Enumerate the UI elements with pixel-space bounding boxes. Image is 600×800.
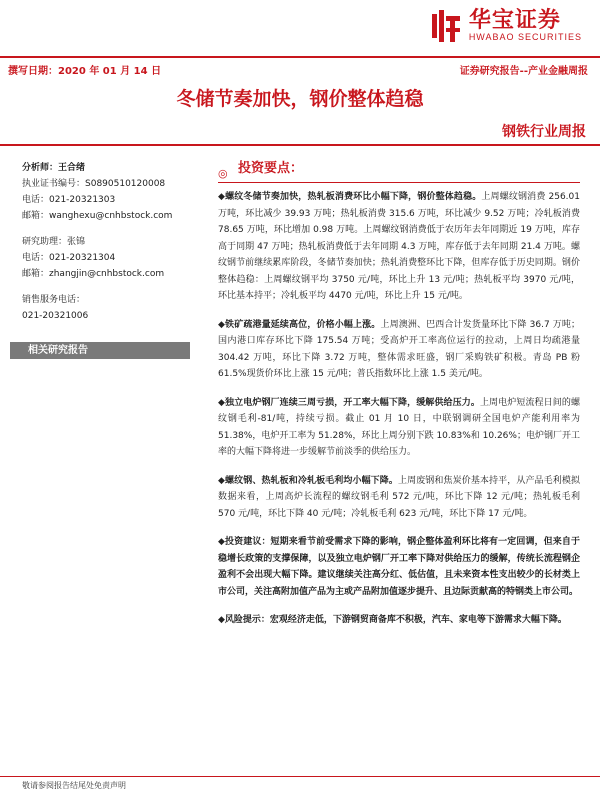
hwabao-logo-icon xyxy=(429,8,463,44)
investment-points-title: 投资要点： xyxy=(238,161,304,176)
footer-divider xyxy=(0,776,600,777)
paragraph-body: 上周螺纹钢消费 256.01 万吨，环比减少 39.93 万吨；热轧板消费 315.6 万吨，环比减少 9.52 万吨；冷轧板消费 78.65 万吨，环比增加 0.98 万吨。上周螺纹钢消费低于农历年去年同期近 19 万吨，库存高于同期 47 万吨；热轧板消费低于去年同期 4.3 万吨，库存低于去年同期 21.4 万吨。螺纹钢节前继续累库阶段，冬储节奏加快；热轧消费整环比下降，但库存低于历史同期。钢价整体趋稳：上周螺纹钢平均 3750 元/吨，环比上升 13 元/吨；热轧板平均 3970 元/吨，环比基本持平；冷轧板平均 4470 元/吨，环比上升 15 元/吨。 xyxy=(218,192,580,301)
company-logo xyxy=(429,8,582,44)
points-divider xyxy=(218,182,580,183)
paragraph-electric-furnace xyxy=(218,395,580,461)
related-reports-header: 相关研究报告 xyxy=(10,342,190,359)
investment-points-header xyxy=(218,158,580,180)
analyst-email[interactable]: 邮箱：wanghexu@cnhbstock.com xyxy=(22,211,173,221)
paragraph-body: 上周废钢和焦炭价基本持平，从产品毛利模拟数据来看，上周高炉长流程的螺纹钢毛利 572 元/吨，环比下降 12 元/吨；热轧板毛利 570 元/吨，环比下降 40 元/吨；冷轧板毛利 623 元/吨，环比下降 17 元/吨。 xyxy=(218,475,580,519)
assistant-name: 研究助理：张锦 xyxy=(22,237,86,247)
sales-phone: 021-20321006 xyxy=(22,311,89,321)
sales-label: 销售服务电话： xyxy=(22,295,86,305)
paragraph-iron-ore xyxy=(218,317,580,383)
title-divider xyxy=(0,144,600,146)
header-divider xyxy=(0,56,600,58)
paragraph-lead: ◆独立电炉钢厂连续三周亏损，开工率大幅下降，缓解供给压力。 xyxy=(218,397,480,408)
paragraph-margins xyxy=(218,473,580,523)
paragraph-risk-warning xyxy=(218,612,580,629)
paragraph-steel-consumption xyxy=(218,189,580,305)
report-date: 撰写日期：2020 年 01 月 14 日 xyxy=(8,66,162,77)
report-type: 证券研究报告--产业金融周报 xyxy=(459,66,588,77)
paragraph-investment-advice xyxy=(218,534,580,600)
paragraph-lead: ◆风险提示：宏观经济走低，下游钢贸商备库不积极，汽车、家电等下游需求大幅下降。 xyxy=(218,615,567,625)
paragraph-lead: ◆铁矿疏港量延续高位，价格小幅上涨。 xyxy=(218,319,381,330)
paragraph-lead: ◆投资建议：短期来看节前受需求下降的影响，钢企整体盈利环比将有一定回调，但来自于稳增长政策的支撑保障，以及独立电炉钢厂开工率下降对供给压力的缓解，传统长流程钢企盈利不会出现大幅下降。建议继续关注高分红、低估值，且未来资本性支出较少的长材类上市公司，关注高附加值产品为主或产品附加值逐步提升、且边际贡献高的特钢类上市公司。 xyxy=(218,537,580,597)
analyst-phone: 电话：021-20321303 xyxy=(22,195,116,205)
report-title: 冬储节奏加快，钢价整体趋稳 xyxy=(176,88,424,110)
paragraph-body: 上周澳洲、巴西合计发货量环比下降 36.7 万吨；国内港口库存环比下降 175.54 万吨；受高炉开工率高位运行的拉动，上周日均疏港量 304.42 万吨，环比下降 3.72 万吨，整体需求旺盛，钢厂采购铁矿积极。青岛 PB 粉 61.5%现货价环比上涨 15 元/吨；普氏指数环比上涨 1.5 美元/吨。 xyxy=(218,319,580,379)
header-bar xyxy=(0,60,600,76)
analyst-name: 分析师：王合绪 xyxy=(22,163,86,173)
main-content xyxy=(218,158,580,641)
analyst-cert: 执业证书编号：S0890510120008 xyxy=(22,179,166,189)
report-subtitle: 钢铁行业周报 xyxy=(502,124,586,140)
paragraph-lead: ◆螺纹冬储节奏加快，热轧板消费环比小幅下降，钢价整体趋稳。 xyxy=(218,192,482,202)
assistant-email[interactable]: 邮箱：zhangjin@cnhbstock.com xyxy=(22,269,165,279)
paragraph-lead: ◆螺纹钢、热轧板和冷轧板毛利均小幅下降。 xyxy=(218,475,398,486)
paragraph-body: 上周电炉短流程日间的螺纹钢毛利-81/吨，持续亏损。截止 01 月 10 日，中联钢调研全国电炉产能利用率为 51.38%，电炉开工率为 51.28%，环比上周分别下跌 10.83%和 10.26%；电炉钢厂开工率的大幅下降将进一步缓解节前淡季的供给压力。 xyxy=(218,397,580,457)
assistant-phone: 电话：021-20321304 xyxy=(22,253,116,263)
logo-text-en: HWABAO SECURITIES xyxy=(468,31,582,42)
author-sidebar xyxy=(22,160,192,324)
disclaimer-note: 敬请参阅报告结尾处免责声明 xyxy=(22,781,126,790)
target-icon: ◎ xyxy=(218,167,228,180)
logo-text-cn: 华宝证券 xyxy=(468,7,561,33)
